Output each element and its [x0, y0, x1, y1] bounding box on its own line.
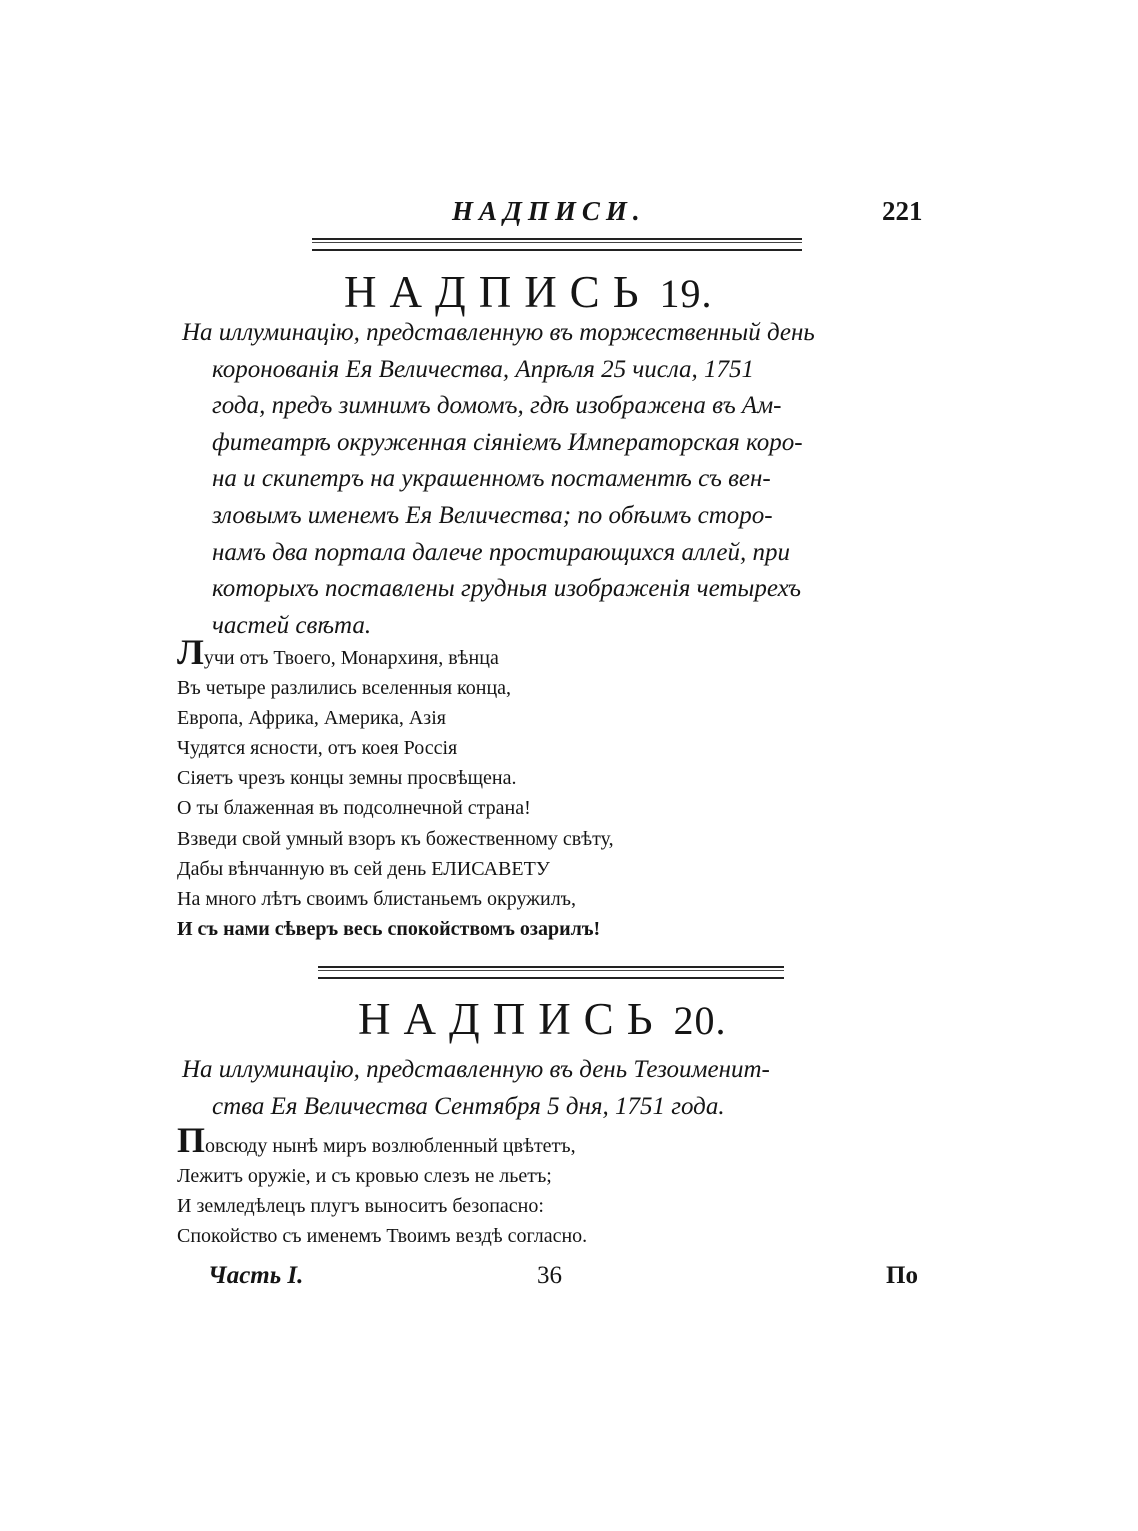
inscription-verse-19 — [177, 632, 614, 944]
description-line: частей свѣта. — [212, 611, 372, 639]
heading-number: 20. — [673, 998, 727, 1043]
section-divider — [312, 238, 802, 251]
verse-line — [177, 1120, 587, 1161]
description-line: На иллуминацію, представленную въ день Тезоименит- — [182, 1056, 770, 1083]
inscription-heading-20 — [358, 993, 727, 1045]
verse-line — [177, 632, 614, 673]
page-number: 221 — [882, 196, 923, 226]
part-label: Часть I. — [208, 1262, 304, 1289]
verse-line: Спокойство съ именемъ Твоимъ вездѣ согласно. — [177, 1225, 588, 1248]
inscription-verse-20 — [177, 1120, 588, 1251]
description-line: намъ два портала далече простирающихся аллей, при — [212, 538, 790, 566]
drop-cap: Л — [177, 632, 204, 672]
verse-line: И земледѣлецъ плугъ выноситъ безопасно: — [177, 1195, 544, 1218]
heading-number: 19. — [659, 271, 713, 316]
verse-line: О ты блаженная въ подсолнечной страна! — [177, 797, 531, 820]
description-line: На иллуминацію, представленную въ торжественный день — [182, 319, 815, 346]
verse-line: И съ нами сѣверъ весь спокойствомъ озарилъ! — [177, 917, 601, 940]
heading-word: НАДПИСЬ — [358, 994, 666, 1044]
description-line: которыхъ поставлены грудныя изображенія четырехъ — [212, 575, 802, 603]
inscription-description-20 — [182, 1052, 952, 1125]
verse-line: Европа, Африка, Америка, Азія — [177, 707, 446, 730]
section-divider — [318, 966, 784, 979]
inscription-description-19 — [182, 315, 930, 644]
description-line: фитеатрѣ окруженная сіяніемъ Императорская коро- — [212, 428, 803, 456]
verse-line-text: овсюду нынѣ миръ возлюбленный цвѣтетъ, — [205, 1135, 576, 1157]
description-line: года, предъ зимнимъ домомъ, гдѣ изображена въ Ам- — [212, 392, 782, 420]
description-line: на и скипетръ на украшенномъ постаментѣ съ вен- — [212, 465, 771, 493]
verse-line: Чудятся ясности, отъ коея Россія — [177, 737, 458, 760]
heading-word: НАДПИСЬ — [344, 267, 652, 317]
verse-line: На много лѣтъ своимъ блистаньемъ окружилъ, — [177, 887, 577, 910]
signature-mark: 36 — [537, 1262, 562, 1289]
verse-line: Дабы вѣнчанную въ сей день ЕЛИСАВЕТУ — [177, 857, 550, 880]
verse-line-text: учи отъ Твоего, Монархиня, вѣнца — [203, 647, 499, 669]
verse-line: Въ четыре разлились вселенныя конца, — [177, 677, 512, 700]
verse-line: Взведи свой умный взоръ къ божественному свѣту, — [177, 827, 614, 850]
drop-cap: П — [177, 1120, 206, 1160]
running-head: НАДПИСИ. — [452, 196, 646, 226]
inscription-heading-19 — [344, 266, 713, 318]
description-line: зловымъ именемъ Ея Величества; по обѣимъ сторо- — [212, 501, 773, 529]
verse-line: Лежитъ оружіе, и съ кровью слезъ не льетъ; — [177, 1165, 552, 1188]
description-line: ства Ея Величества Сентября 5 дня, 1751 года. — [212, 1092, 725, 1120]
description-line: коронованія Ея Величества, Апрѣля 25 числа, 1751 — [212, 355, 755, 383]
catchword: По — [886, 1262, 918, 1289]
verse-line: Сіяетъ чрезъ концы земны просвѣщена. — [177, 767, 517, 790]
